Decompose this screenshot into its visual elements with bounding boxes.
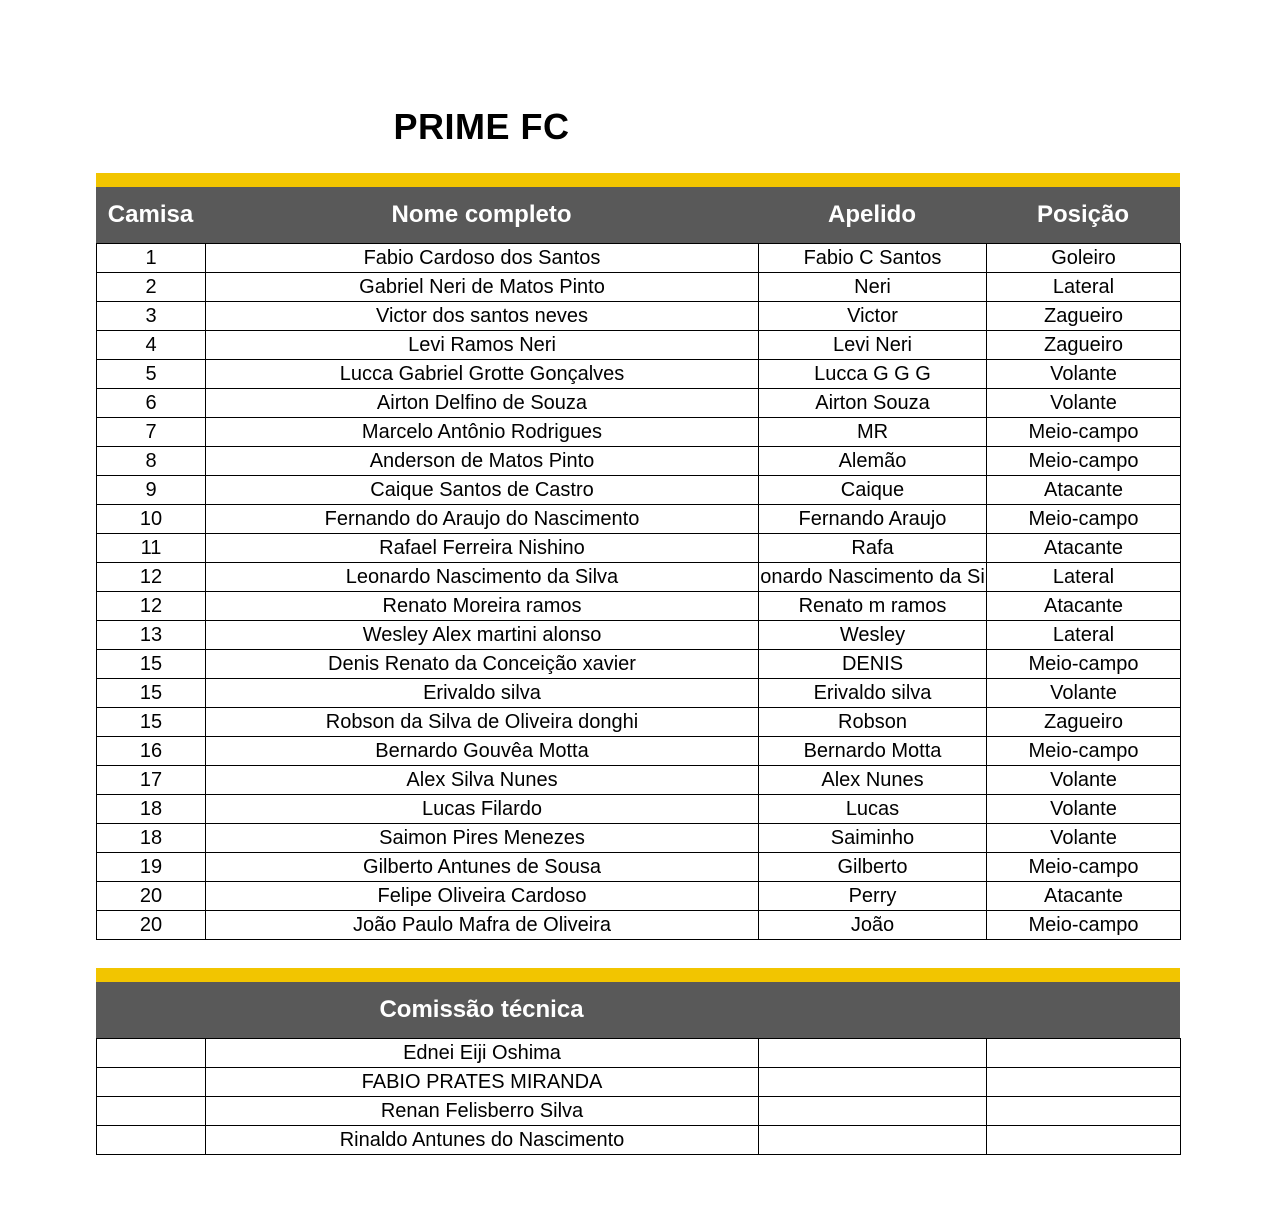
header-full-name: Nome completo bbox=[391, 201, 572, 228]
table-row bbox=[97, 447, 1181, 476]
table-row bbox=[97, 679, 1181, 708]
table-row bbox=[97, 534, 1181, 563]
cell-full-name: Caique Santos de Castro bbox=[206, 476, 759, 505]
cell-shirt: 10 bbox=[97, 505, 206, 534]
cell-shirt: 7 bbox=[97, 418, 206, 447]
cell-position: Zagueiro bbox=[987, 302, 1181, 331]
table-row bbox=[97, 766, 1181, 795]
cell-position: Meio-campo bbox=[987, 853, 1181, 882]
cell-position: Meio-campo bbox=[987, 737, 1181, 766]
cell-full-name: Marcelo Antônio Rodrigues bbox=[206, 418, 759, 447]
header-nickname: Apelido bbox=[828, 201, 916, 228]
page-title: PRIME FC bbox=[393, 106, 570, 147]
cell-shirt: 20 bbox=[97, 882, 206, 911]
cell-full-name: Fernando do Araujo do Nascimento bbox=[206, 505, 759, 534]
cell-full-name: Victor dos santos neves bbox=[206, 302, 759, 331]
cell-full-name: Robson da Silva de Oliveira donghi bbox=[206, 708, 759, 737]
table-row bbox=[97, 824, 1181, 853]
table-row bbox=[97, 1068, 1181, 1097]
table-row bbox=[97, 1126, 1181, 1155]
cell-position: Lateral bbox=[987, 563, 1181, 592]
cell-position: Volante bbox=[987, 795, 1181, 824]
cell-nickname: onardo Nascimento da Si bbox=[759, 563, 987, 592]
cell-position: Meio-campo bbox=[987, 505, 1181, 534]
cell-position: Volante bbox=[987, 360, 1181, 389]
cell-shirt: 15 bbox=[97, 650, 206, 679]
cell-full-name: Alex Silva Nunes bbox=[206, 766, 759, 795]
cell-full-name: Gabriel Neri de Matos Pinto bbox=[206, 273, 759, 302]
cell-full-name: Gilberto Antunes de Sousa bbox=[206, 853, 759, 882]
cell-nickname: Lucca G G G bbox=[759, 360, 987, 389]
cell-position: Atacante bbox=[987, 476, 1181, 505]
cell-nickname: Wesley bbox=[759, 621, 987, 650]
table-row bbox=[97, 795, 1181, 824]
cell-shirt: 1 bbox=[97, 244, 206, 273]
cell-full-name: Levi Ramos Neri bbox=[206, 331, 759, 360]
cell-empty bbox=[759, 1039, 987, 1068]
table-row bbox=[97, 418, 1181, 447]
cell-nickname: Lucas bbox=[759, 795, 987, 824]
cell-nickname: Rafa bbox=[759, 534, 987, 563]
cell-nickname: Fernando Araujo bbox=[759, 505, 987, 534]
table-row bbox=[97, 708, 1181, 737]
cell-nickname: Robson bbox=[759, 708, 987, 737]
cell-full-name: Wesley Alex martini alonso bbox=[206, 621, 759, 650]
roster-header bbox=[96, 187, 1180, 243]
cell-full-name: Denis Renato da Conceição xavier bbox=[206, 650, 759, 679]
cell-nickname: Fabio C Santos bbox=[759, 244, 987, 273]
roster-accent-bar bbox=[96, 173, 1180, 187]
cell-full-name: Rafael Ferreira Nishino bbox=[206, 534, 759, 563]
table-row bbox=[97, 331, 1181, 360]
cell-position: Atacante bbox=[987, 534, 1181, 563]
cell-full-name: Airton Delfino de Souza bbox=[206, 389, 759, 418]
cell-nickname: Saiminho bbox=[759, 824, 987, 853]
cell-full-name: Saimon Pires Menezes bbox=[206, 824, 759, 853]
cell-position: Volante bbox=[987, 824, 1181, 853]
cell-nickname: Victor bbox=[759, 302, 987, 331]
table-row bbox=[97, 882, 1181, 911]
cell-shirt: 4 bbox=[97, 331, 206, 360]
cell-nickname: MR bbox=[759, 418, 987, 447]
table-row bbox=[97, 1097, 1181, 1126]
cell-position: Meio-campo bbox=[987, 650, 1181, 679]
cell-shirt: 11 bbox=[97, 534, 206, 563]
cell-empty bbox=[97, 1068, 206, 1097]
cell-full-name: Leonardo Nascimento da Silva bbox=[206, 563, 759, 592]
cell-nickname: Airton Souza bbox=[759, 389, 987, 418]
cell-shirt: 19 bbox=[97, 853, 206, 882]
cell-shirt: 17 bbox=[97, 766, 206, 795]
cell-shirt: 18 bbox=[97, 795, 206, 824]
cell-shirt: 20 bbox=[97, 911, 206, 940]
cell-position: Lateral bbox=[987, 273, 1181, 302]
cell-full-name: Lucca Gabriel Grotte Gonçalves bbox=[206, 360, 759, 389]
cell-full-name: Anderson de Matos Pinto bbox=[206, 447, 759, 476]
table-row bbox=[97, 563, 1181, 592]
table-row bbox=[97, 389, 1181, 418]
cell-position: Lateral bbox=[987, 621, 1181, 650]
cell-empty bbox=[759, 1068, 987, 1097]
cell-full-name: João Paulo Mafra de Oliveira bbox=[206, 911, 759, 940]
table-row bbox=[97, 302, 1181, 331]
cell-position: Atacante bbox=[987, 592, 1181, 621]
cell-nickname: Gilberto bbox=[759, 853, 987, 882]
table-row bbox=[97, 853, 1181, 882]
cell-nickname: Alemão bbox=[759, 447, 987, 476]
cell-shirt: 3 bbox=[97, 302, 206, 331]
cell-full-name: Erivaldo silva bbox=[206, 679, 759, 708]
cell-empty bbox=[97, 1126, 206, 1155]
cell-staff-name: Ednei Eiji Oshima bbox=[206, 1039, 759, 1068]
cell-nickname: Caique bbox=[759, 476, 987, 505]
cell-nickname: João bbox=[759, 911, 987, 940]
cell-empty bbox=[759, 1126, 987, 1155]
cell-shirt: 16 bbox=[97, 737, 206, 766]
cell-empty bbox=[759, 1097, 987, 1126]
cell-position: Volante bbox=[987, 766, 1181, 795]
table-row bbox=[97, 737, 1181, 766]
cell-nickname: Perry bbox=[759, 882, 987, 911]
cell-nickname: Erivaldo silva bbox=[759, 679, 987, 708]
cell-full-name: Bernardo Gouvêa Motta bbox=[206, 737, 759, 766]
cell-nickname: Neri bbox=[759, 273, 987, 302]
cell-full-name: Felipe Oliveira Cardoso bbox=[206, 882, 759, 911]
cell-empty bbox=[987, 1039, 1181, 1068]
cell-full-name: Lucas Filardo bbox=[206, 795, 759, 824]
cell-shirt: 12 bbox=[97, 563, 206, 592]
table-row bbox=[97, 273, 1181, 302]
cell-shirt: 13 bbox=[97, 621, 206, 650]
cell-staff-name: Rinaldo Antunes do Nascimento bbox=[206, 1126, 759, 1155]
cell-empty bbox=[987, 1097, 1181, 1126]
cell-position: Volante bbox=[987, 679, 1181, 708]
cell-shirt: 2 bbox=[97, 273, 206, 302]
cell-shirt: 9 bbox=[97, 476, 206, 505]
cell-position: Zagueiro bbox=[987, 331, 1181, 360]
cell-position: Volante bbox=[987, 389, 1181, 418]
staff-accent-bar bbox=[96, 968, 1180, 982]
header-shirt: Camisa bbox=[107, 201, 194, 228]
cell-full-name: Renato Moreira ramos bbox=[206, 592, 759, 621]
cell-empty bbox=[987, 1068, 1181, 1097]
cell-staff-name: FABIO PRATES MIRANDA bbox=[206, 1068, 759, 1097]
table-row bbox=[97, 621, 1181, 650]
cell-position: Goleiro bbox=[987, 244, 1181, 273]
cell-position: Atacante bbox=[987, 882, 1181, 911]
cell-shirt: 18 bbox=[97, 824, 206, 853]
cell-shirt: 6 bbox=[97, 389, 206, 418]
cell-position: Meio-campo bbox=[987, 911, 1181, 940]
table-row bbox=[97, 505, 1181, 534]
cell-shirt: 5 bbox=[97, 360, 206, 389]
staff-table bbox=[96, 1038, 1181, 1155]
cell-nickname: Alex Nunes bbox=[759, 766, 987, 795]
cell-staff-name: Renan Felisberro Silva bbox=[206, 1097, 759, 1126]
cell-empty bbox=[987, 1126, 1181, 1155]
cell-shirt: 15 bbox=[97, 708, 206, 737]
table-row bbox=[97, 1039, 1181, 1068]
table-row bbox=[97, 476, 1181, 505]
table-row bbox=[97, 244, 1181, 273]
cell-full-name: Fabio Cardoso dos Santos bbox=[206, 244, 759, 273]
roster-table bbox=[96, 243, 1181, 940]
cell-shirt: 15 bbox=[97, 679, 206, 708]
cell-position: Meio-campo bbox=[987, 418, 1181, 447]
header-staff: Comissão técnica bbox=[379, 996, 584, 1023]
cell-empty bbox=[97, 1039, 206, 1068]
cell-position: Zagueiro bbox=[987, 708, 1181, 737]
staff-header bbox=[96, 982, 1180, 1038]
cell-empty bbox=[97, 1097, 206, 1126]
cell-shirt: 12 bbox=[97, 592, 206, 621]
header-position: Posição bbox=[1036, 201, 1130, 228]
table-row bbox=[97, 650, 1181, 679]
cell-nickname: DENIS bbox=[759, 650, 987, 679]
cell-nickname: Levi Neri bbox=[759, 331, 987, 360]
cell-shirt: 8 bbox=[97, 447, 206, 476]
table-row bbox=[97, 911, 1181, 940]
table-row bbox=[97, 360, 1181, 389]
cell-position: Meio-campo bbox=[987, 447, 1181, 476]
table-row bbox=[97, 592, 1181, 621]
cell-nickname: Bernardo Motta bbox=[759, 737, 987, 766]
cell-nickname: Renato m ramos bbox=[759, 592, 987, 621]
